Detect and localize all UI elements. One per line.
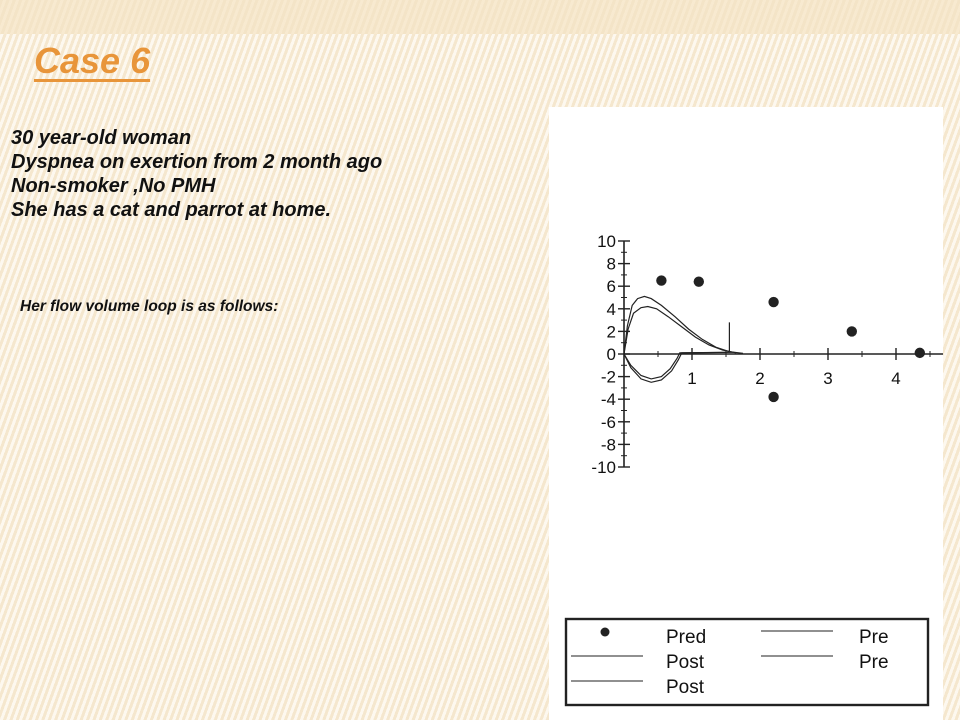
case-line-symptom: Dyspnea on exertion from 2 month ago xyxy=(11,151,383,173)
series-post-expiratory-line xyxy=(624,307,736,355)
loop-caption: Her flow volume loop is as follows: xyxy=(20,298,279,315)
y-tick-label: 4 xyxy=(606,299,616,319)
y-tick-label: -2 xyxy=(600,367,616,387)
x-tick-label: 4 xyxy=(891,369,901,388)
case-line-exposure: She has a cat and parrot at home. xyxy=(11,199,332,221)
y-tick-label: 6 xyxy=(606,277,616,297)
legend-label: Post xyxy=(666,677,705,698)
series-pre-expiratory-line xyxy=(624,296,743,354)
slide-top-band xyxy=(0,0,960,34)
predicted-point xyxy=(768,392,778,402)
y-tick-label: -6 xyxy=(600,412,616,432)
predicted-point xyxy=(768,297,778,307)
x-tick-label: 1 xyxy=(687,369,697,388)
legend-label: Pre xyxy=(859,652,889,673)
y-tick-label: 0 xyxy=(606,345,616,364)
predicted-point xyxy=(915,348,925,358)
legend-label: Post xyxy=(666,652,705,673)
case-line-age: 30 year-old woman xyxy=(11,127,192,149)
predicted-point xyxy=(656,275,666,285)
slide-title: Case 6 xyxy=(34,40,151,81)
predicted-point xyxy=(694,276,704,286)
legend-dot-marker xyxy=(601,628,610,637)
y-tick-label: -8 xyxy=(600,435,616,455)
case-line-history: Non-smoker ,No PMH xyxy=(11,175,216,197)
case-description xyxy=(11,126,382,222)
y-tick-label: -4 xyxy=(600,390,616,410)
legend-label: Pred xyxy=(666,627,707,648)
y-tick-label: -10 xyxy=(591,458,616,477)
y-tick-label: 2 xyxy=(606,322,616,342)
predicted-point xyxy=(847,326,857,336)
y-tick-label: 10 xyxy=(597,232,616,251)
flow-volume-chart xyxy=(549,107,943,720)
y-tick-label: 8 xyxy=(606,254,616,274)
legend-label: Pre xyxy=(859,627,889,648)
x-tick-label: 3 xyxy=(823,369,833,388)
x-tick-label: 2 xyxy=(755,369,765,388)
flow-volume-figure xyxy=(549,107,943,720)
